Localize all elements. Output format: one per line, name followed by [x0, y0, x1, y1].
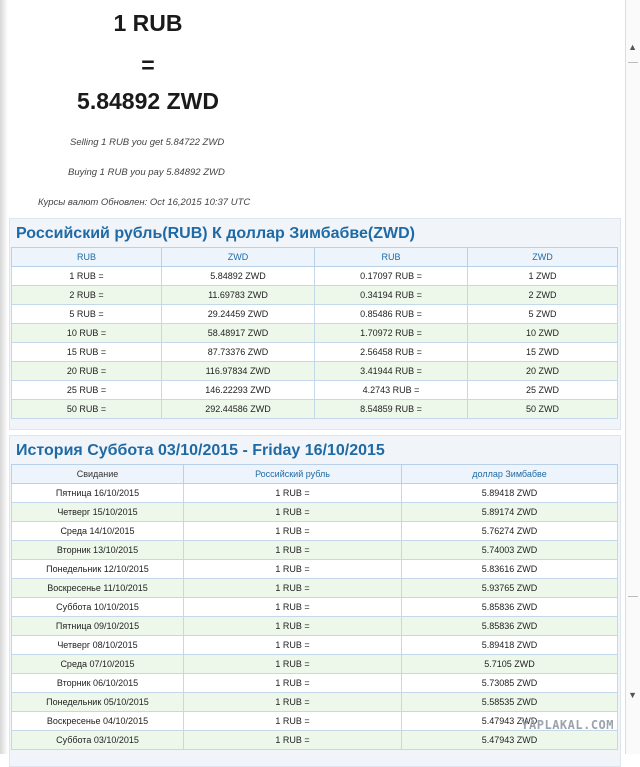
- table-row: [12, 655, 618, 674]
- rates-cell-rub-inverse: 0.17097 RUB =: [315, 267, 468, 286]
- history-cell-zwd: 5.47943 ZWD: [402, 712, 618, 731]
- rates-cell-zwd: 292.44586 ZWD: [162, 400, 315, 419]
- rates-cell-zwd-inverse: 50 ZWD: [468, 400, 618, 419]
- history-cell-rub: 1 RUB =: [184, 674, 402, 693]
- history-cell-date: Пятница 16/10/2015: [12, 484, 184, 503]
- equals-sign: =: [141, 52, 155, 78]
- table-row: [12, 579, 618, 598]
- table-row: [12, 617, 618, 636]
- table-row: [12, 324, 618, 343]
- rates-cell-zwd: 5.84892 ZWD: [162, 267, 315, 286]
- history-cell-rub: 1 RUB =: [184, 484, 402, 503]
- history-cell-rub: 1 RUB =: [184, 503, 402, 522]
- table-row: [12, 731, 618, 750]
- scrollbar-marker: [628, 62, 638, 63]
- rates-cell-rub: 2 RUB =: [12, 286, 162, 305]
- history-cell-zwd: 5.58535 ZWD: [402, 693, 618, 712]
- table-row: [12, 503, 618, 522]
- rates-header-zwd: ZWD: [468, 248, 618, 267]
- table-row: [12, 343, 618, 362]
- rates-cell-zwd-inverse: 25 ZWD: [468, 381, 618, 400]
- rates-cell-zwd-inverse: 5 ZWD: [468, 305, 618, 324]
- history-cell-zwd: 5.89418 ZWD: [402, 484, 618, 503]
- scrollbar[interactable]: [625, 0, 640, 754]
- history-cell-date: Четверг 08/10/2015: [12, 636, 184, 655]
- rates-cell-rub-inverse: 0.85486 RUB =: [315, 305, 468, 324]
- chevron-up-icon[interactable]: ▲: [628, 42, 637, 52]
- rates-cell-rub: 50 RUB =: [12, 400, 162, 419]
- watermark: YAPLAKAL.COM: [521, 718, 614, 732]
- table-row: [12, 522, 618, 541]
- history-cell-zwd: 5.85836 ZWD: [402, 598, 618, 617]
- history-header-date: Свидание: [12, 465, 184, 484]
- history-cell-zwd: 5.85836 ZWD: [402, 617, 618, 636]
- rates-header-rub: RUB: [12, 248, 162, 267]
- history-cell-date: Суббота 10/10/2015: [12, 598, 184, 617]
- history-cell-rub: 1 RUB =: [184, 731, 402, 750]
- rates-cell-rub: 25 RUB =: [12, 381, 162, 400]
- table-row: [12, 286, 618, 305]
- history-cell-date: Вторник 13/10/2015: [12, 541, 184, 560]
- history-table: [11, 464, 618, 750]
- history-cell-rub: 1 RUB =: [184, 522, 402, 541]
- rates-title: Российский рубль(RUB) К доллар Зимбабве(ZWD): [16, 225, 415, 242]
- history-cell-rub: 1 RUB =: [184, 617, 402, 636]
- rates-cell-zwd: 11.69783 ZWD: [162, 286, 315, 305]
- amount-from: 1 RUB: [113, 10, 183, 36]
- history-cell-zwd: 5.89174 ZWD: [402, 503, 618, 522]
- rates-cell-rub: 5 RUB =: [12, 305, 162, 324]
- history-cell-date: Четверг 15/10/2015: [12, 503, 184, 522]
- history-cell-date: Пятница 09/10/2015: [12, 617, 184, 636]
- history-cell-zwd: 5.93765 ZWD: [402, 579, 618, 598]
- history-cell-rub: 1 RUB =: [184, 579, 402, 598]
- history-cell-zwd: 5.83616 ZWD: [402, 560, 618, 579]
- table-row: [12, 400, 618, 419]
- history-cell-date: Воскресенье 11/10/2015: [12, 579, 184, 598]
- history-cell-date: Понедельник 05/10/2015: [12, 693, 184, 712]
- history-cell-rub: 1 RUB =: [184, 541, 402, 560]
- history-header-zwd: доллар Зимбабве: [402, 465, 618, 484]
- history-cell-date: Понедельник 12/10/2015: [12, 560, 184, 579]
- history-cell-zwd: 5.7105 ZWD: [402, 655, 618, 674]
- rates-header-row: [12, 248, 618, 267]
- table-row: [12, 362, 618, 381]
- rates-cell-zwd: 58.48917 ZWD: [162, 324, 315, 343]
- updated-note: Курсы валют Обновлен: Oct 16,2015 10:37 UTC: [38, 197, 251, 208]
- history-cell-zwd: 5.89418 ZWD: [402, 636, 618, 655]
- history-cell-zwd: 5.76274 ZWD: [402, 522, 618, 541]
- history-header-rub: Российский рубль: [184, 465, 402, 484]
- amount-to: 5.84892 ZWD: [77, 88, 219, 114]
- rates-cell-rub: 10 RUB =: [12, 324, 162, 343]
- chevron-down-icon[interactable]: ▼: [628, 690, 637, 700]
- rates-cell-zwd: 87.73376 ZWD: [162, 343, 315, 362]
- history-header-row: [12, 465, 618, 484]
- rates-panel: [9, 218, 621, 430]
- rates-cell-rub: 20 RUB =: [12, 362, 162, 381]
- table-row: [12, 598, 618, 617]
- rates-header-zwd: ZWD: [162, 248, 315, 267]
- rates-cell-rub-inverse: 8.54859 RUB =: [315, 400, 468, 419]
- scrollbar-marker: [628, 596, 638, 597]
- table-row: [12, 541, 618, 560]
- table-row: [12, 560, 618, 579]
- history-cell-date: Среда 07/10/2015: [12, 655, 184, 674]
- history-cell-zwd: 5.47943 ZWD: [402, 731, 618, 750]
- table-row: [12, 693, 618, 712]
- table-row: [12, 267, 618, 286]
- rates-cell-zwd-inverse: 2 ZWD: [468, 286, 618, 305]
- history-cell-zwd: 5.73085 ZWD: [402, 674, 618, 693]
- rates-cell-rub-inverse: 1.70972 RUB =: [315, 324, 468, 343]
- selling-note: Selling 1 RUB you get 5.84722 ZWD: [70, 137, 225, 148]
- history-cell-rub: 1 RUB =: [184, 712, 402, 731]
- history-cell-rub: 1 RUB =: [184, 693, 402, 712]
- rates-cell-zwd-inverse: 10 ZWD: [468, 324, 618, 343]
- table-row: [12, 484, 618, 503]
- history-cell-rub: 1 RUB =: [184, 636, 402, 655]
- rates-cell-zwd-inverse: 20 ZWD: [468, 362, 618, 381]
- table-row: [12, 305, 618, 324]
- table-row: [12, 636, 618, 655]
- rates-header-rub: RUB: [315, 248, 468, 267]
- rates-cell-rub-inverse: 3.41944 RUB =: [315, 362, 468, 381]
- history-cell-date: Суббота 03/10/2015: [12, 731, 184, 750]
- history-cell-rub: 1 RUB =: [184, 598, 402, 617]
- history-cell-date: Воскресенье 04/10/2015: [12, 712, 184, 731]
- rates-cell-zwd: 146.22293 ZWD: [162, 381, 315, 400]
- history-cell-date: Среда 14/10/2015: [12, 522, 184, 541]
- rates-cell-rub-inverse: 0.34194 RUB =: [315, 286, 468, 305]
- table-row: [12, 674, 618, 693]
- history-cell-rub: 1 RUB =: [184, 655, 402, 674]
- rates-cell-zwd: 29.24459 ZWD: [162, 305, 315, 324]
- rates-cell-zwd: 116.97834 ZWD: [162, 362, 315, 381]
- rates-cell-rub-inverse: 2.56458 RUB =: [315, 343, 468, 362]
- history-cell-zwd: 5.74003 ZWD: [402, 541, 618, 560]
- rates-table: [11, 247, 618, 419]
- history-cell-date: Вторник 06/10/2015: [12, 674, 184, 693]
- rates-cell-rub: 15 RUB =: [12, 343, 162, 362]
- history-title: История Суббота 03/10/2015 - Friday 16/10/2015: [16, 442, 385, 459]
- rates-cell-zwd-inverse: 1 ZWD: [468, 267, 618, 286]
- rates-cell-rub: 1 RUB =: [12, 267, 162, 286]
- rates-cell-zwd-inverse: 15 ZWD: [468, 343, 618, 362]
- rates-cell-rub-inverse: 4.2743 RUB =: [315, 381, 468, 400]
- history-cell-rub: 1 RUB =: [184, 560, 402, 579]
- table-row: [12, 381, 618, 400]
- buying-note: Buying 1 RUB you pay 5.84892 ZWD: [68, 167, 225, 178]
